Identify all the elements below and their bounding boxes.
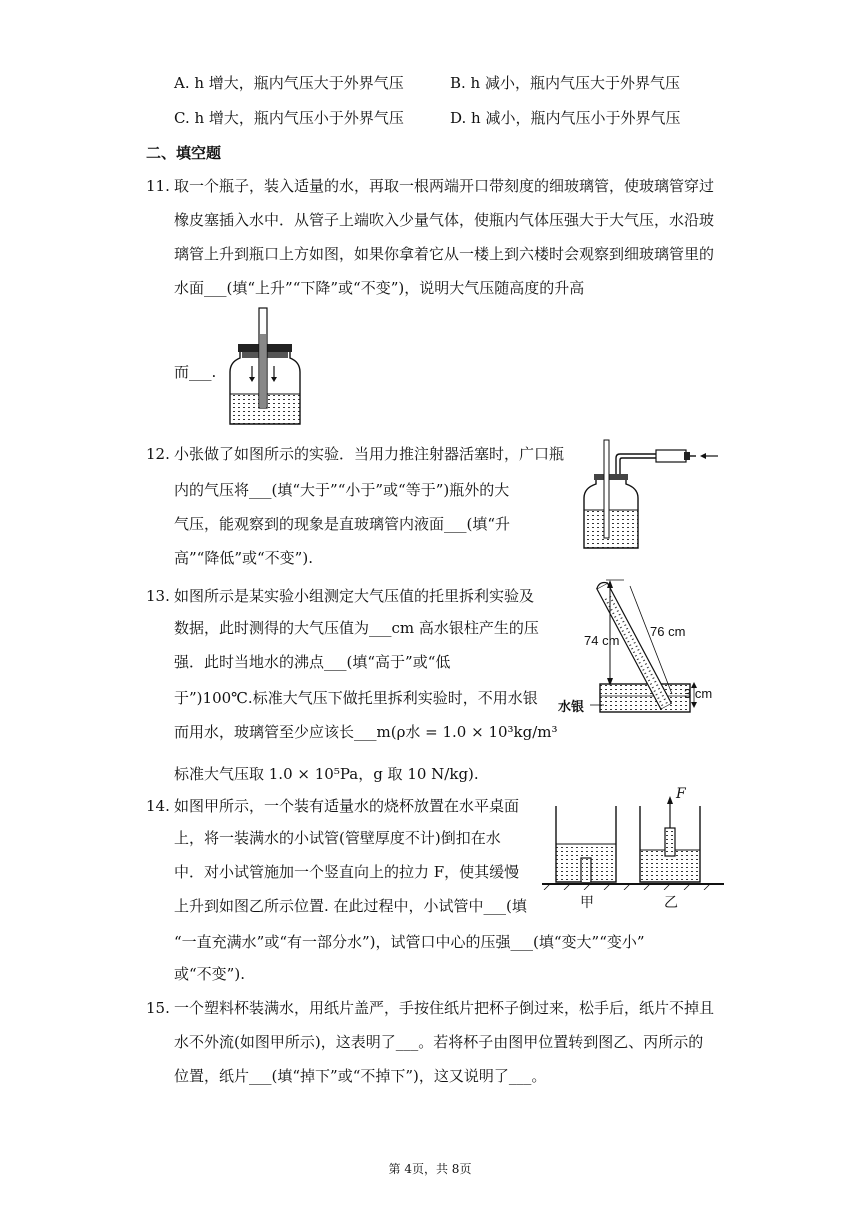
q14-label-yi: 乙 xyxy=(664,895,678,911)
q12-line: 内的气压将___(填“大于”“小于”或“等于”)瓶外的大 xyxy=(174,481,510,499)
option-c: C. h 增大，瓶内气压小于外界气压 xyxy=(174,109,404,127)
q12-line: 高”“降低”或“不变”). xyxy=(174,549,313,567)
option-a: A. h 增大，瓶内气压大于外界气压 xyxy=(174,74,404,92)
q13-label-74cm: 74 cm xyxy=(584,633,620,648)
section-title: 二、填空题 xyxy=(146,144,222,162)
q13-label-mercury: 水银 xyxy=(558,699,585,714)
q12-number: 12. xyxy=(146,445,170,463)
q15-line: 水不外流(如图甲所示)，这表明了___。若将杯子由图甲位置转到图乙、丙所示的 xyxy=(174,1033,704,1051)
q13-label-3cm: 3 cm xyxy=(684,686,713,701)
q12-line: 小张做了如图所示的实验．当用力推注射器活塞时，广口瓶 xyxy=(174,445,565,463)
q14-line: 上升到如图乙所示位置. 在此过程中，小试管中___(填 xyxy=(174,897,527,915)
q14-line: 上，将一装满水的小试管(管壁厚度不计)倒扣在水 xyxy=(174,829,501,847)
q15-number: 15. xyxy=(146,999,170,1017)
q11-line: 而___. xyxy=(174,363,217,381)
q14-number: 14. xyxy=(146,797,170,815)
q11-number: 11. xyxy=(146,177,170,195)
q15-line: 位置，纸片___(填“掉下”或“不掉下”)，这又说明了___。 xyxy=(174,1067,547,1085)
q13-line: 于”)100℃.标准大气压下做托里拆利实验时，不用水银 xyxy=(174,689,538,707)
q13-line: 强．此时当地水的沸点___(填“高于”或“低 xyxy=(174,653,451,671)
option-b: B. h 减小，瓶内气压大于外界气压 xyxy=(450,74,680,92)
q13-line: 如图所示是某实验小组测定大气压值的托里拆利实验及 xyxy=(174,587,535,605)
option-d: D. h 减小，瓶内气压小于外界气压 xyxy=(450,109,681,127)
q14-line: “一直充满水”或“有一部分水”)，试管口中心的压强___(填“变大”“变小” xyxy=(174,933,645,951)
q15-line: 一个塑料杯装满水，用纸片盖严，手按住纸片把杯子倒过来，松手后，纸片不掉且 xyxy=(174,999,715,1017)
q14-line: 或“不变”). xyxy=(174,965,245,983)
q14-label-jia: 甲 xyxy=(580,895,594,911)
q12-line: 气压，能观察到的现象是直玻璃管内液面___(填“升 xyxy=(174,515,511,533)
q14-line: 中．对小试管施加一个竖直向上的拉力 F，使其缓慢 xyxy=(174,863,520,881)
q14-beaker-figure xyxy=(540,786,726,890)
q13-line: 而用水，玻璃管至少应该长___m(ρ水 = 1.0 × 10³kg/m³ xyxy=(174,723,558,741)
q11-line: 橡皮塞插入水中．从管子上端吹入少量气体，使瓶内气体压强大于大气压，水沿玻 xyxy=(174,211,715,229)
q13-label-76cm: 76 cm xyxy=(650,624,686,639)
q11-bottle-figure xyxy=(222,306,308,428)
q13-line: 数据，此时测得的大气压值为___cm 高水银柱产生的压 xyxy=(174,619,539,637)
q11-line: 取一个瓶子，装入适量的水，再取一根两端开口带刻度的细玻璃管，使玻璃管穿过 xyxy=(174,177,715,195)
q13-number: 13. xyxy=(146,587,170,605)
q11-line: 璃管上升到瓶口上方如图，如果你拿着它从一楼上到六楼时会观察到细玻璃管里的 xyxy=(174,245,715,263)
page-footer: 第 4页，共 8页 xyxy=(388,1162,472,1176)
q14-force-label: F xyxy=(676,786,686,802)
q12-syringe-bottle-figure xyxy=(576,434,722,552)
q11-line: 水面___(填“上升”“下降”或“不变”)，说明大气压随高度的升高 xyxy=(174,279,585,297)
q14-line: 如图甲所示，一个装有适量水的烧杯放置在水平桌面 xyxy=(174,797,520,815)
q13-line: 标准大气压取 1.0 × 10⁵Pa，g 取 10 N/kg). xyxy=(174,765,479,783)
